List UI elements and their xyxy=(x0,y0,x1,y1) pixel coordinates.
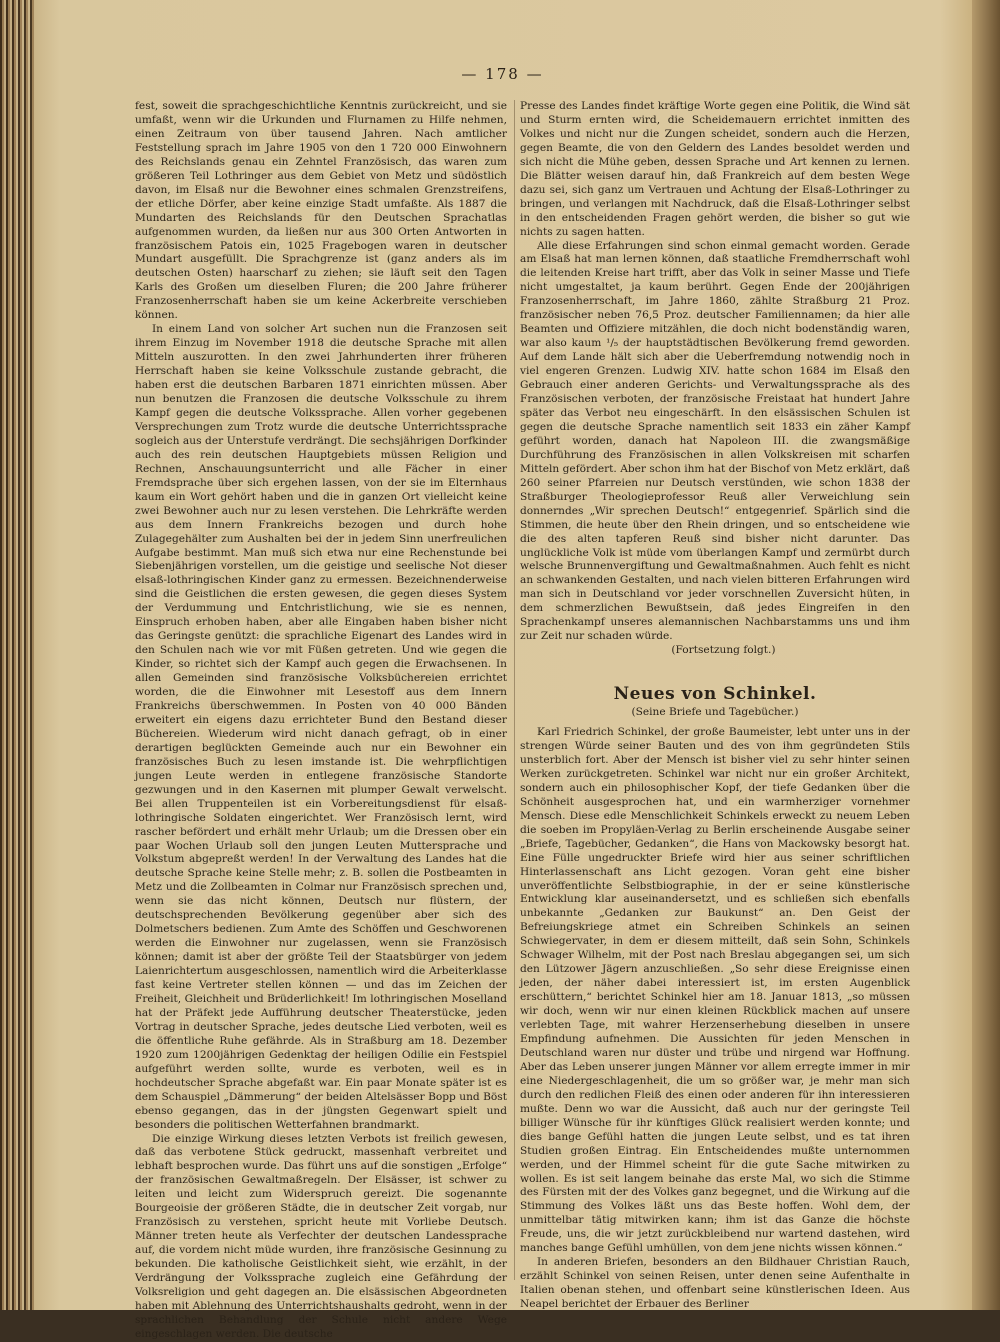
left-paragraph-1: fest, soweit die sprachgeschichtliche Kenntnis zurückreicht, und sie umfaßt, wenn wir die Urkunden und Flurnamen zu Hilfe nehmen, einen Zeitraum von über tausend Jahren. Nach amtlicher Feststellung sprach im Jahre 1905 von den 1 720 000 Einwohnern des Reichslands genau ein Zehntel Französisch, das waren zum größeren Teil Lothringer aus dem Gebiet von Metz und südöstlich davon, im Elsaß nur die Bewohner eines schmalen Grenzstreifens, der etliche Dörfer, aber keine einzige Stadt umfaßte. Als 1887 die Mundarten des Reichslands für den Deutschen Sprachatlas aufgenommen wurden, da ließen nur aus 300 Orten Antworten in französischem Patois ein, 1025 Fragebogen waren in deutscher Mundart ausgefüllt. Die Sprachgrenze ist (ganz anders als im deutschen Osten) haarscharf zu ziehen; sie läuft seit den Tagen Karls des Großen um dieselben Fluren; die 200 Jahre früherer Franzosenherrschaft haben sie um keine Ackerbreite verschieben können. xyxy=(135,100,507,322)
page-number: — 178 — xyxy=(461,65,544,83)
page xyxy=(40,55,965,1340)
right-column xyxy=(520,100,910,1312)
continued-note: (Fortsetzung folgt.) xyxy=(671,644,776,657)
right-paragraph-3: Karl Friedrich Schinkel, der große Baumeister, lebt unter uns in der strengen Würde seiner Bauten und des von ihm gegründeten Stils unsterblich fort. Aber der Mensch ist bisher viel zu sehr hinter seinen Werken zurückgetreten. Schinkel war nicht nur ein großer Architekt, sondern auch ein philosophischer Kopf, der tiefe Gedanken über die Schönheit ausgesprochen hat, und ein warmherziger vornehmer Mensch. Diese edle Menschlichkeit Schinkels erweckt zu neuem Leben die soeben im Propyläen-Verlag zu Berlin erscheinende Ausgabe seiner „Briefe, Tagebücher, Gedanken“, die Hans von Mackowsky besorgt hat. Eine Fülle ungedruckter Briefe wird hier aus seiner schriftlichen Hinterlassenschaft ans Licht gezogen. Voran geht eine bisher unveröffentlichte Selbstbiographie, in der er seine künstlerische Entwicklung klar auseinandersetzt, und es schließen sich ebenfalls unbekannte „Gedanken zur Baukunst“ an. Den Geist der Befreiungskriege atmet ein Schreiben Schinkels an seinen Schwiegervater, in dem er diesem mitteilt, daß sein Sohn, Schinkels Schwager Wilhelm, mit der Post nach Breslau abgegangen sei, um sich den Lützower Jägern anzuschließen. „So sehr diese Ereignisse einen jeden, der näher dabei interessiert ist, im ersten Augenblick erschüttern,“ berichtet Schinkel hier am 18. Januar 1813, „so müssen wir doch, wenn wir nur einen kleinen Rückblick machen auf unsere verlebten Tage, mit wahrer Herzenserhebung dieselben in unsere Empfindung aufnehmen. Die Aussichten für jeden Menschen in Deutschland waren nur düster und trübe und nirgend war Hoffnung. Aber das Leben unserer jungen Männer vor allem erregte immer in mir eine Niedergeschlagenheit, die um so größer war, je mehr man sich durch den redlichen Fleiß des einen oder anderen für ihn interessieren mußte. Denn wo war die Aussicht, daß auch nur der geringste Teil billiger Wünsche für ihr künftiges Glück realisiert werden konnte; und dies bange Gefühl hatten die jungen Leute selbst, und es tat ihren Studien großen Eintrag. Ein Entscheidendes mußte unternommen werden, und der Himmel scheint für die gute Sache mitwirken zu wollen. Es ist seit langem beinahe das erste Mal, wo sich die Stimme des Fürsten mit der des Volkes ganz begegnet, und die Wirkung auf die Stimmung des Volkes läßt uns das Beste hoffen. Wohl dem, der unmittelbar tätig mitwirken kann; ihm ist das Ganze die höchste Freude, uns, die wir jetzt zurückbleibend nur wartend dastehen, wird manches bange Gefühl umhüllen, von dem jene nichts wissen können.“ xyxy=(520,726,910,1255)
article-headline: Neues von Schinkel. xyxy=(613,684,817,705)
right-paragraph-2: Alle diese Erfahrungen sind schon einmal gemacht worden. Gerade am Elsaß hat man lernen können, daß staatliche Fremdherrschaft wohl die leitenden Kreise hart trifft, aber das Volk in seiner Masse und Tiefe nicht umgestaltet, ja kaum berührt. Gegen Ende der 200jährigen Franzosenherrschaft, im Jahre 1860, zählte Straßburg 21 Proz. französischer neben 76,5 Proz. deutscher Familiennamen; da hier alle Beamten und Offiziere mitzählen, die doch nicht bodenständig waren, war also kaum ¹/₅ der hauptstädtischen Bevölkerung fremd geworden. Auf dem Lande hält sich aber die Ueberfremdung notwendig noch in viel engeren Grenzen. Ludwig XIV. hatte schon 1684 im Elsaß den Gebrauch einer anderen Gerichts- und Verwaltungssprache als des Französischen verboten, der französische Freistaat hat hundert Jahre später das Verbot neu eingeschärft. In den elsässischen Schulen ist gegen die deutsche Sprache namentlich seit 1833 ein zäher Kampf geführt worden, danach hat Napoleon III. die zwangsmäßige Durchführung des Französischen in allen Volkskreisen mit scharfen Mitteln gefördert. Aber schon ihm hat der Bischof von Metz erklärt, daß 260 seiner Pfarreien nur Deutsch verstünden, wie schon 1838 der Straßburger Theologieprofessor Reuß aller Verweichlung sein donnerndes „Wir sprechen Deutsch!“ entgegenrief. Spärlich sind die Stimmen, die heute über den Rhein dringen, und so entscheidene wie die des alten tapferen Reuß sind bisher nicht darunter. Das unglückliche Volk ist müde vom überlangen Kampf und zermürbt durch welsche Brunnenvergiftung und Gewaltmaßnahmen. Auch fehlt es nicht an schwankenden Gestalten, und nach vielen bitteren Erfahrungen wird man sich in Deutschland vor jeder vorschnellen Zuversicht hüten, in dem schmerzlichen Bewußtsein, daß jedes Eingreifen in den Sprachenkampf unseres alemannischen Nachbarstamms uns und ihm zur Zeit nur schaden würde. xyxy=(520,239,910,643)
left-paragraph-3: Die einzige Wirkung dieses letzten Verbots ist freilich gewesen, daß das verbotene Stück gedruckt, massenhaft verbreitet und lebhaft besprochen wurde. Das führt uns auf die sonstigen „Erfolge“ der französischen Gewaltmaßregeln. Der Elsässer, ist schwer zu leiten und leicht zum Widerspruch gereizt. Die sogenannte Bourgeoisie der größeren Städte, die in deutscher Zeit vorgab, nur Französisch zu verstehen, spricht heute mit Vorliebe Deutsch. Männer treten heute als Verfechter der deutschen Landessprache auf, die vordem nicht müde wurden, ihre französische Gesinnung zu bekunden. Die katholische Geistlichkeit sieht, wie erzählt, in der Verdrängung der Volkssprache zugleich eine Gefährdung der Volksreligion und geht dagegen an. Die elsässischen Abgeordneten haben mit Ablehnung des Unterrichtshaushalts gedroht, wenn in der sprachlichen Behandlung der Schule nicht andere Wege eingeschlagen werden. Die deutsche xyxy=(135,1132,507,1340)
right-paragraph-4: In anderen Briefen, besonders an den Bildhauer Christian Rauch, erzählt Schinkel von seinen Reisen, unter denen seine Aufenthalte in Italien obenan stehen, und offenbart seine künstlerischen Ideen. Aus Neapel berichtet der Erbauer des Berliner xyxy=(520,1256,910,1311)
column-divider xyxy=(514,100,515,1280)
right-paragraph-1: Presse des Landes findet kräftige Worte gegen eine Politik, die Wind sät und Sturm ernten wird, die Scheidemauern errichtet inmitten des Volkes und nicht nur die Zungen scheidet, sondern auch die Herzen, gegen Beamte, die von den Geldern des Landes besoldet werden und sich nicht die Mühe geben, dessen Sprache und Art kennen zu lernen. Die Blätter weisen darauf hin, daß Frankreich auf dem besten Wege dazu sei, sich ganz um Vertrauen und Achtung der Elsaß-Lothringer zu bringen, und verlangen mit Nachdruck, daß die Elsaß-Lothringer selbst in den entscheidenden Fragen gehört werden, die bisher so gut wie nichts zu sagen hatten. xyxy=(520,100,910,238)
article-subheadline: (Seine Briefe und Tagebücher.) xyxy=(631,706,799,719)
left-column xyxy=(135,100,507,1342)
left-paragraph-2: In einem Land von solcher Art suchen nun die Franzosen seit ihrem Einzug im November 1918 die deutsche Sprache mit allen Mitteln auszurotten. In den zwei Jahrhunderten ihrer früheren Herrschaft haben sie keine Volksschule zustande gebracht, die haben erst die deutschen Barbaren 1871 einrichten müssen. Aber nun benutzen die Franzosen die deutsche Volksschule zu ihrem Kampf gegen die deutsche Volkssprache. Allen vorher gegebenen Versprechungen zum Trotz wurde die deutsche Unterrichtssprache sogleich aus der Unterstufe verdrängt. Die sechsjährigen Dorfkinder auch des rein deutschen Hauptgebiets müssen Religion und Rechnen, Anschauungsunterricht und alle Fächer in einer Fremdsprache über sich ergehen lassen, von der sie im Elternhaus kaum ein Wort gehört haben und die in ganzen Ort vielleicht keine zwei Bewohner auch nur zu lesen verstehen. Die Lehrkräfte werden aus dem Innern Frankreichs bezogen und durch hohe Zulagegehälter zum Aushalten bei der in jedem Sinn unerfreulichen Aufgabe bestimmt. Man muß sich etwa nur eine Rechenstunde bei Siebenjährigen vorstellen, um die geistige und seelische Not dieser elsaß-lothringischen Kinder ganz zu ermessen. Bezeichnenderweise sind die Geistlichen die ersten gewesen, die gegen dieses System der Verdummung und Entchristlichung, wie sie es nennen, Einspruch erhoben haben, aber alle Eingaben haben bisher nicht das Geringste genützt: die sprachliche Eigenart des Landes wird in den Schulen nach wie vor mit Füßen getreten. Und wie gegen die Kinder, so richtet sich der Kampf auch gegen die Erwachsenen. In allen Gemeinden sind französische Volksbüchereien errichtet worden, die die Einwohner mit Lesestoff aus dem Innern Frankreichs überschwemmen. In Posten von 40 000 Bänden erweitert ein eigens dazu errichteter Bund den Bestand dieser Büchereien. Wiederum wird nicht danach gefragt, ob in einer derartigen beglückten Gemeinde auch nur ein Bewohner ein französisches Buch zu lesen imstande ist. Die wehrpflichtigen jungen Leute werden in entlegene französische Standorte gezwungen und in den Kasernen mit plumper Gewalt verwelscht. Bei allen Truppenteilen ist ein Vorbereitungsdienst für elsaß-lothringische Soldaten eingerichtet. Wer Französisch lernt, wird rascher befördert und erhält mehr Urlaub; um die Dressen ober ein paar Wochen Urlaub soll den jungen Leuten Muttersprache und Volkstum abgepreßt werden! In der Verwaltung des Landes hat die deutsche Sprache keine Stelle mehr; z. B. sollen die Postbeamten in Metz und die Zollbeamten in Colmar nur Französisch sprechen und, wenn sie das nicht können, Deutsch nur flüstern, der deutschsprechenden Bevölkerung gegenüber aber sich des Dolmetschers bedienen. Zum Amte des Schöffen und Geschworenen werden die Einwohner nur zugelassen, wenn sie Französisch können; damit ist aber der größte Teil der Staatsbürger von jedem Laienrichtertum ausgeschlossen, namentlich wird die Arbeiterklasse fast keine Vertreter stellen können — und das im Zeichen der Freiheit, Gleichheit und Brüderlichkeit! Im lothringischen Moselland hat der Präfekt jede Aufführung deutscher Theaterstücke, jeden Vortrag in deutscher Sprache, jedes deutsche Lied verboten, weil es die öffentliche Ruhe gefährde. Als in Straßburg am 18. Dezember 1920 zum 1200jährigen Gedenktag der heiligen Odilie ein Festspiel aufgeführt werden sollte, wurde es verboten, weil es in hochdeutscher Sprache abgefaßt war. Ein paar Monate später ist es dem Schauspiel „Dämmerung“ der beiden Altelsässer Bopp und Böst ebenso gegangen, das in der jüngsten Gegenwart spielt und besonders die politischen Wetterfahnen brandmarkt. xyxy=(135,323,507,1131)
